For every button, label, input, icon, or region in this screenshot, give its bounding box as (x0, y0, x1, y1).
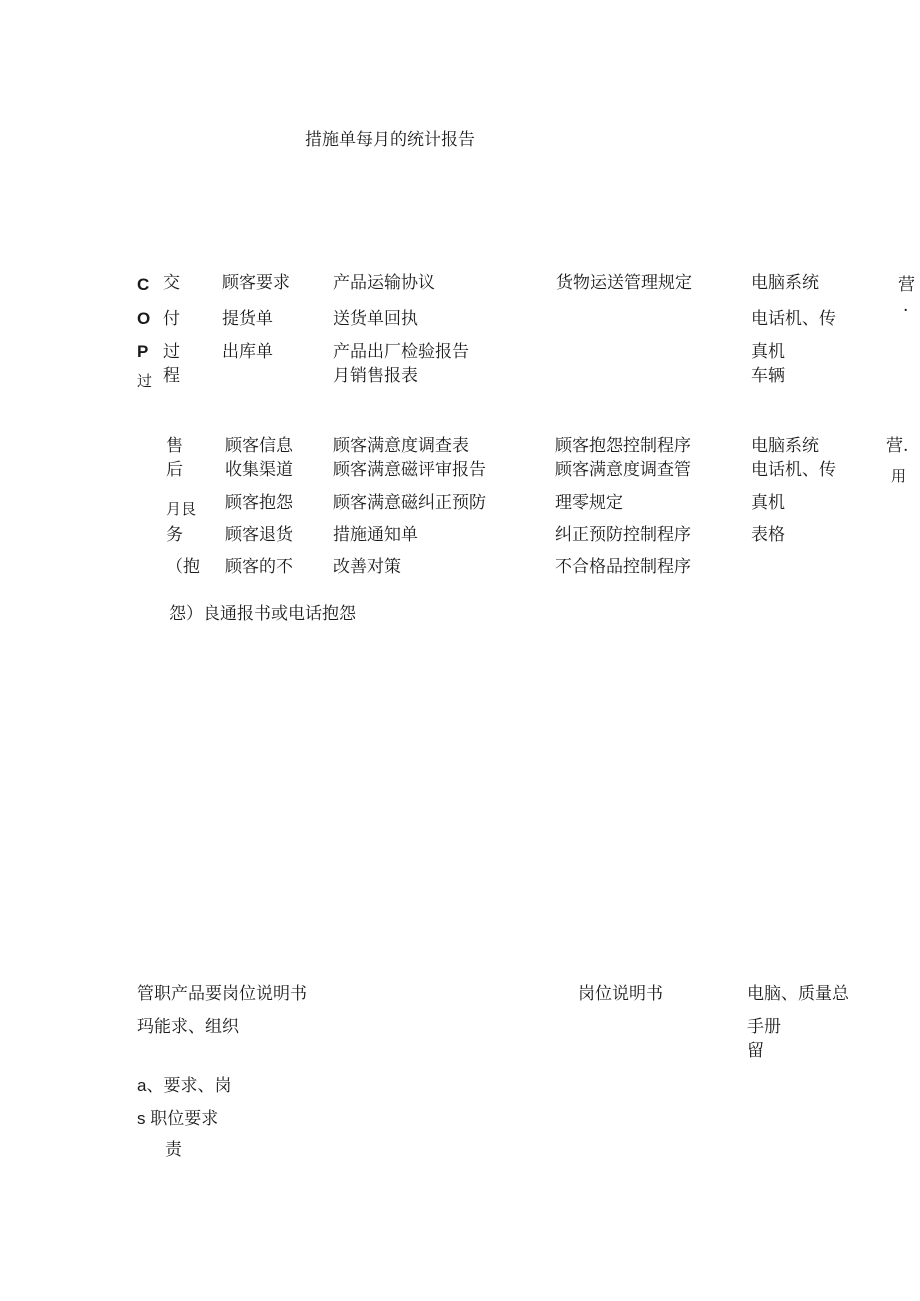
block3-tool-1: 电脑、质量总 (747, 984, 849, 1004)
block1-doc-2: 提货单 (222, 309, 273, 329)
block2-stage-2: 后 (166, 460, 183, 480)
block2-stage-5: （抱 (166, 557, 200, 577)
block1-record-2: 送货单回执 (333, 309, 418, 329)
block2-rule-2: 顾客满意度调查管 (555, 460, 691, 480)
block1-stage-1: 交 (163, 273, 180, 293)
block2-rule-4: 纠正预防控制程序 (555, 525, 691, 545)
block3-rule: 岗位说明书 (578, 984, 663, 1004)
block2-record-5: 改善对策 (333, 557, 401, 577)
block1-doc-1: 顾客要求 (222, 273, 290, 293)
block2-doc-4: 顾客退货 (225, 525, 293, 545)
block2-tool-3: 真机 (751, 493, 785, 513)
block2-tool-2: 电话机、传 (751, 460, 836, 480)
block3-left-4: s 职位要求 (137, 1109, 219, 1128)
block1-edge-2: · (903, 301, 909, 321)
block2-stage-4: 务 (166, 525, 183, 545)
block1-edge-1: 营 (898, 275, 915, 295)
block1-tool-3: 真机 (751, 342, 785, 362)
block2-record-4: 措施通知单 (333, 525, 418, 545)
block3-tool-3: 留 (747, 1041, 764, 1061)
block1-tool-4: 车辆 (751, 366, 785, 386)
block1-stage-2: 付 (163, 309, 180, 329)
block3-left-2: 玛能求、组织 (137, 1017, 239, 1037)
block2-rule-5: 不合格品控制程序 (555, 557, 691, 577)
block1-letter-sub: 过 (137, 372, 153, 390)
block3-left-1: 管职产品要岗位说明书 (137, 984, 307, 1004)
block2-doc-1: 顾客信息 (225, 436, 293, 456)
block1-tool-1: 电脑系统 (751, 273, 819, 293)
block3-left-5: 责 (165, 1140, 182, 1160)
block1-doc-3: 出库单 (222, 342, 273, 362)
block2-record-3: 顾客满意磁纠正预防 (333, 493, 486, 513)
block2-rule-1: 顾客抱怨控制程序 (555, 436, 691, 456)
block1-rule-1: 货物运送管理规定 (556, 273, 692, 293)
block3-tool-2: 手册 (747, 1017, 781, 1037)
block1-letter-p: P (137, 342, 149, 361)
block2-record-2: 顾客满意磁评审报告 (333, 460, 486, 480)
block2-tool-1: 电脑系统 (751, 436, 819, 456)
block1-record-1: 产品运输协议 (333, 273, 435, 293)
block2-doc-5: 顾客的不 (225, 557, 293, 577)
block1-tool-2: 电话机、传 (751, 309, 836, 329)
block2-stage-1: 售 (166, 436, 183, 456)
block2-tool-4: 表格 (751, 525, 785, 545)
block1-letter-c: C (137, 275, 150, 294)
block2-tail: 怨）良通报书或电话抱怨 (169, 604, 356, 624)
block2-doc-3: 顾客抱怨 (225, 493, 293, 513)
block1-stage-3: 过 (163, 342, 180, 362)
page-heading: 措施单每月的统计报告 (305, 130, 475, 150)
block2-rule-3: 理零规定 (555, 493, 623, 513)
block2-stage-3: 月艮 (166, 500, 197, 518)
block1-stage-4: 程 (163, 366, 180, 386)
block3-left-3: a、要求、岗 (137, 1076, 232, 1095)
block1-record-4: 月销售报表 (333, 366, 418, 386)
block2-doc-2: 收集渠道 (225, 460, 293, 480)
block1-letter-o: O (137, 309, 151, 328)
block2-edge-2: 用 (891, 467, 907, 485)
block2-record-1: 顾客满意度调查表 (333, 436, 469, 456)
block2-edge-1: 营. (886, 436, 909, 456)
block1-record-3: 产品出厂检验报告 (333, 342, 469, 362)
